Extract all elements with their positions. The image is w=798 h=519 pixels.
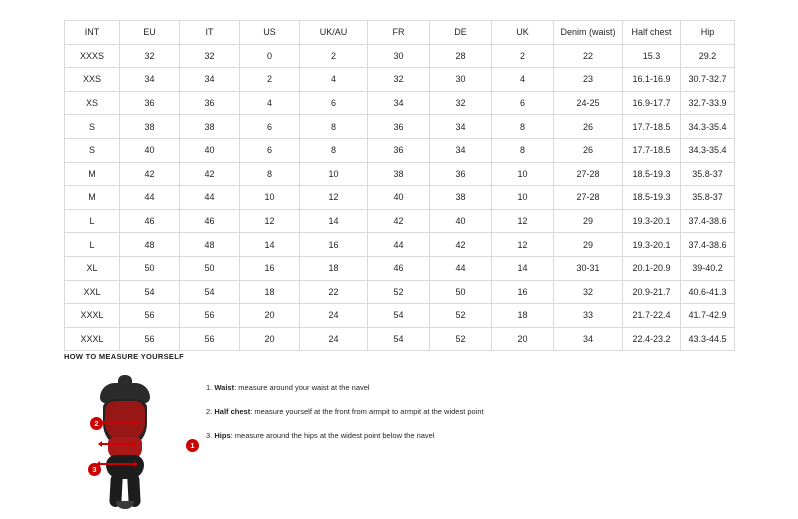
cell: 44 [120, 186, 180, 210]
cell: 4 [492, 68, 554, 92]
cell: 8 [300, 138, 368, 162]
cell: 36 [120, 91, 180, 115]
cell: 30 [368, 44, 430, 68]
cell: 34 [554, 327, 623, 351]
cell: 12 [492, 209, 554, 233]
cell: M [65, 162, 120, 186]
cell: L [65, 233, 120, 257]
cell: 41.7-42.9 [681, 304, 735, 328]
instruction-hips [206, 431, 484, 441]
table-row [65, 327, 735, 351]
cell: 30 [430, 68, 492, 92]
cell: 40 [430, 209, 492, 233]
cell: 54 [368, 327, 430, 351]
cell: 56 [120, 304, 180, 328]
cell: 35.8-37 [681, 162, 735, 186]
cell: 40 [120, 138, 180, 162]
cell: 6 [492, 91, 554, 115]
table-row [65, 44, 735, 68]
cell: 56 [180, 327, 240, 351]
cell: 28 [430, 44, 492, 68]
cell: 32 [430, 91, 492, 115]
cell: 20 [492, 327, 554, 351]
cell: 46 [368, 256, 430, 280]
cell: 54 [180, 280, 240, 304]
cell: XXS [65, 68, 120, 92]
table-row [65, 280, 735, 304]
cell: 24 [300, 304, 368, 328]
waist-arrow-icon [102, 443, 132, 445]
cell: 35.8-37 [681, 186, 735, 210]
cell: 34.3-35.4 [681, 138, 735, 162]
cell: 6 [240, 138, 300, 162]
cell: 54 [120, 280, 180, 304]
cell: M [65, 186, 120, 210]
measure-instructions [206, 371, 484, 455]
mannequin-stand [116, 501, 134, 509]
cell: 22 [554, 44, 623, 68]
instruction-term: Waist [214, 383, 235, 392]
cell: 32 [180, 44, 240, 68]
cell: 20.1-20.9 [623, 256, 681, 280]
cell: 32 [120, 44, 180, 68]
badge-marker-1: 1 [186, 439, 199, 452]
cell: 29 [554, 209, 623, 233]
cell: 10 [240, 186, 300, 210]
instruction-text: : measure yourself at the front from armpit to armpit at the widest point [250, 407, 484, 417]
cell: 22.4-23.2 [623, 327, 681, 351]
cell: 30-31 [554, 256, 623, 280]
cell: 21.7-22.4 [623, 304, 681, 328]
cell: 16 [240, 256, 300, 280]
cell: 42 [120, 162, 180, 186]
instruction-number: 2. [206, 407, 213, 417]
cell: 42 [368, 209, 430, 233]
cell: 19.3-20.1 [623, 209, 681, 233]
cell: 33 [554, 304, 623, 328]
cell: 6 [300, 91, 368, 115]
cell: 52 [430, 327, 492, 351]
cell: 54 [368, 304, 430, 328]
cell: 14 [300, 209, 368, 233]
how-to-measure-section [64, 352, 734, 511]
table-row [65, 304, 735, 328]
cell: 50 [180, 256, 240, 280]
cell: 42 [180, 162, 240, 186]
hips-arrow-icon [100, 463, 134, 465]
column-header: US [240, 21, 300, 45]
cell: 18 [300, 256, 368, 280]
instruction-text: : measure around the hips at the widest point below the navel [230, 431, 435, 441]
cell: 40.6-41.3 [681, 280, 735, 304]
badge-marker-2: 2 [90, 417, 103, 430]
cell: 34 [180, 68, 240, 92]
cell: 32.7-33.9 [681, 91, 735, 115]
table-row [65, 233, 735, 257]
cell: 39-40.2 [681, 256, 735, 280]
cell: 12 [492, 233, 554, 257]
half-chest-arrow-icon [100, 421, 134, 423]
cell: 44 [180, 186, 240, 210]
cell: 18 [240, 280, 300, 304]
cell: 38 [430, 186, 492, 210]
instruction-term: Hips [214, 431, 231, 441]
cell: 17.7-18.5 [623, 115, 681, 139]
cell: 8 [492, 138, 554, 162]
cell: 2 [240, 68, 300, 92]
cell: 8 [240, 162, 300, 186]
cell: 30.7-32.7 [681, 68, 735, 92]
cell: 32 [368, 68, 430, 92]
cell: 26 [554, 115, 623, 139]
instruction-half-chest [206, 407, 484, 417]
cell: 38 [180, 115, 240, 139]
cell: 15.3 [623, 44, 681, 68]
cell: 2 [492, 44, 554, 68]
table-header-row [65, 21, 735, 45]
cell: 40 [368, 186, 430, 210]
cell: 36 [430, 162, 492, 186]
cell: 23 [554, 68, 623, 92]
cell: 29.2 [681, 44, 735, 68]
cell: XXXL [65, 327, 120, 351]
cell: 48 [120, 233, 180, 257]
cell: 32 [554, 280, 623, 304]
cell: 18 [492, 304, 554, 328]
cell: 37.4-38.6 [681, 209, 735, 233]
cell: 34 [120, 68, 180, 92]
cell: 17.7-18.5 [623, 138, 681, 162]
instruction-number: 1. [206, 383, 213, 392]
cell: 34 [430, 138, 492, 162]
cell: 36 [368, 138, 430, 162]
cell: XXXL [65, 304, 120, 328]
table-row [65, 186, 735, 210]
cell: 50 [430, 280, 492, 304]
cell: 10 [300, 162, 368, 186]
cell: 20.9-21.7 [623, 280, 681, 304]
column-header: DE [430, 21, 492, 45]
table-row [65, 162, 735, 186]
cell: 38 [368, 162, 430, 186]
size-chart-container [64, 20, 734, 351]
cell: 56 [120, 327, 180, 351]
cell: XXXS [65, 44, 120, 68]
mannequin-illustration [64, 371, 194, 511]
cell: 26 [554, 138, 623, 162]
cell: 22 [300, 280, 368, 304]
cell: S [65, 138, 120, 162]
column-header: UK [492, 21, 554, 45]
cell: 27-28 [554, 162, 623, 186]
instruction-number: 3. [206, 431, 213, 441]
cell: 16.9-17.7 [623, 91, 681, 115]
column-header: INT [65, 21, 120, 45]
cell: 36 [368, 115, 430, 139]
cell: 14 [240, 233, 300, 257]
cell: 56 [180, 304, 240, 328]
cell: 44 [368, 233, 430, 257]
cell: 34.3-35.4 [681, 115, 735, 139]
cell: 8 [300, 115, 368, 139]
cell: 43.3-44.5 [681, 327, 735, 351]
cell: L [65, 209, 120, 233]
instruction-waist [206, 383, 484, 393]
column-header: Hip [681, 21, 735, 45]
cell: 0 [240, 44, 300, 68]
cell: 16 [492, 280, 554, 304]
cell: 12 [240, 209, 300, 233]
table-row [65, 256, 735, 280]
table-row [65, 68, 735, 92]
cell: 50 [120, 256, 180, 280]
cell: 18.5-19.3 [623, 186, 681, 210]
column-header: FR [368, 21, 430, 45]
cell: 52 [430, 304, 492, 328]
cell: 48 [180, 233, 240, 257]
cell: 16 [300, 233, 368, 257]
cell: 42 [430, 233, 492, 257]
cell: XXL [65, 280, 120, 304]
cell: 37.4-38.6 [681, 233, 735, 257]
cell: 16.1-16.9 [623, 68, 681, 92]
table-row [65, 115, 735, 139]
cell: XS [65, 91, 120, 115]
cell: 14 [492, 256, 554, 280]
cell: XL [65, 256, 120, 280]
cell: 20 [240, 304, 300, 328]
instruction-text: : measure around your waist at the navel [234, 383, 370, 392]
cell: 46 [120, 209, 180, 233]
cell: 6 [240, 115, 300, 139]
cell: 44 [430, 256, 492, 280]
cell: 20 [240, 327, 300, 351]
cell: 10 [492, 162, 554, 186]
table-row [65, 91, 735, 115]
cell: 38 [120, 115, 180, 139]
cell: 12 [300, 186, 368, 210]
section-title: HOW TO MEASURE YOURSELF [64, 352, 184, 361]
table-row [65, 209, 735, 233]
measure-body [64, 371, 734, 511]
column-header: EU [120, 21, 180, 45]
cell: S [65, 115, 120, 139]
cell: 2 [300, 44, 368, 68]
cell: 29 [554, 233, 623, 257]
cell: 34 [430, 115, 492, 139]
table-row [65, 138, 735, 162]
cell: 8 [492, 115, 554, 139]
cell: 52 [368, 280, 430, 304]
instruction-term: Half chest [214, 407, 251, 417]
cell: 10 [492, 186, 554, 210]
column-header: Denim (waist) [554, 21, 623, 45]
column-header: IT [180, 21, 240, 45]
cell: 36 [180, 91, 240, 115]
cell: 34 [368, 91, 430, 115]
cell: 24 [300, 327, 368, 351]
cell: 4 [300, 68, 368, 92]
column-header: Half chest [623, 21, 681, 45]
cell: 18.5-19.3 [623, 162, 681, 186]
badge-marker-3: 3 [88, 463, 101, 476]
cell: 19.3-20.1 [623, 233, 681, 257]
column-header: UK/AU [300, 21, 368, 45]
cell: 24-25 [554, 91, 623, 115]
cell: 4 [240, 91, 300, 115]
size-chart-table [64, 20, 735, 351]
cell: 40 [180, 138, 240, 162]
cell: 46 [180, 209, 240, 233]
cell: 27-28 [554, 186, 623, 210]
